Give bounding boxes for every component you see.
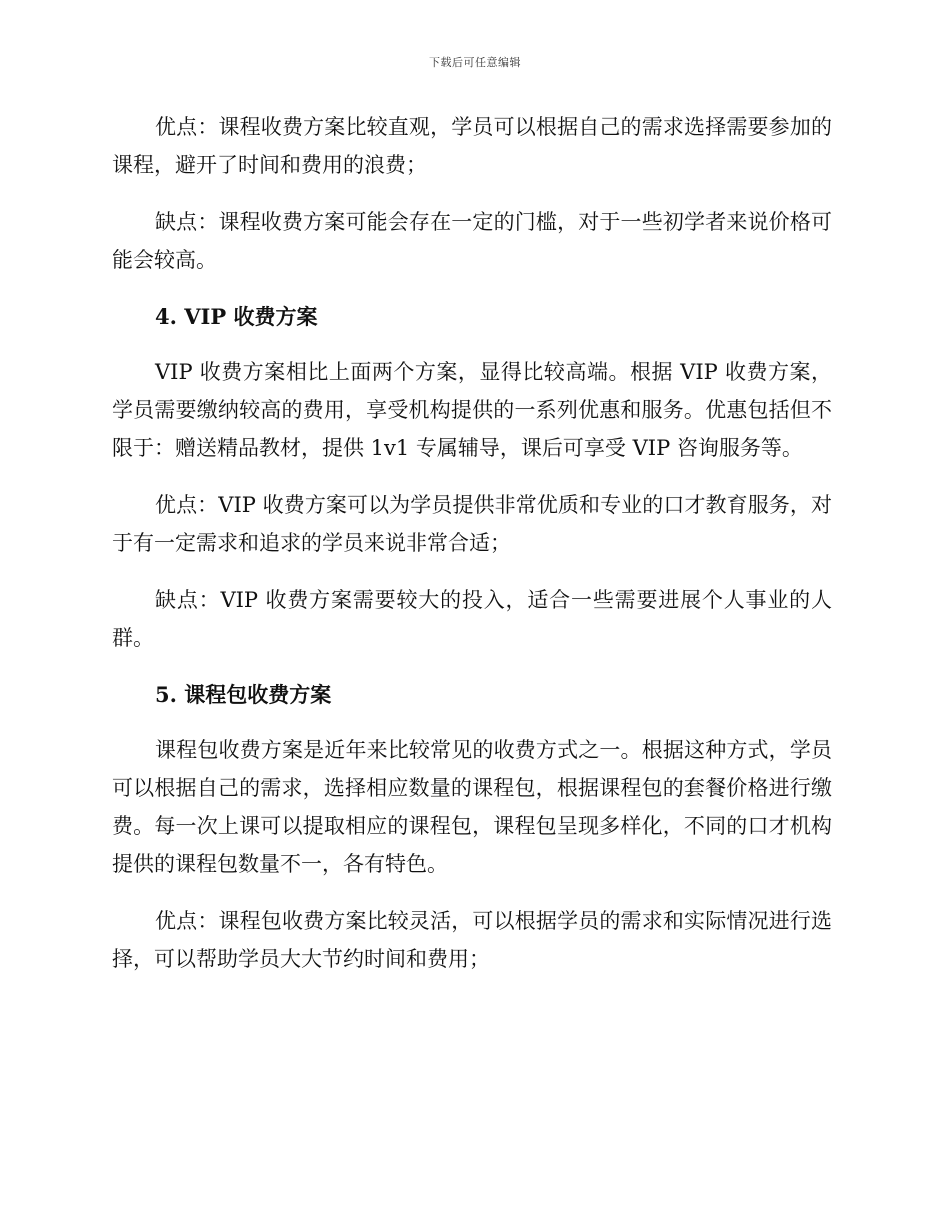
- paragraph-vip-description: VIP 收费方案相比上面两个方案，显得比较高端。根据 VIP 收费方案，学员需要缴纳较高的费用，享受机构提供的一系列优惠和服务。优惠包括但不限于：赠送精品教材，提供 1v1 专属辅导，课后可享受 VIP 咨询服务等。: [112, 360, 832, 460]
- paragraph-package-description: 课程包收费方案是近年来比较常见的收费方式之一。根据这种方式，学员可以根据自己的需求，选择相应数量的课程包，根据课程包的套餐价格进行缴费。每一次上课可以提取相应的课程包，课程包呈现多样化，不同的口才机构提供的课程包数量不一，各有特色。: [112, 738, 832, 876]
- heading-vip-plan: 4. VIP 收费方案: [155, 304, 318, 329]
- page-header: 下载后可任意编辑: [429, 56, 521, 69]
- document-body: [112, 108, 832, 997]
- paragraph-course-cons: 缺点：课程收费方案可能会存在一定的门槛，对于一些初学者来说价格可能会较高。: [112, 210, 832, 272]
- paragraph-course-pros: 优点：课程收费方案比较直观，学员可以根据自己的需求选择需要参加的课程，避开了时间和费用的浪费；: [112, 115, 832, 177]
- paragraph-vip-cons: 缺点：VIP 收费方案需要较大的投入，适合一些需要进展个人事业的人群。: [112, 588, 832, 650]
- paragraph-package-pros: 优点：课程包收费方案比较灵活，可以根据学员的需求和实际情况进行选择，可以帮助学员大大节约时间和费用；: [112, 909, 832, 971]
- paragraph-vip-pros: 优点：VIP 收费方案可以为学员提供非常优质和专业的口才教育服务，对于有一定需求和追求的学员来说非常合适；: [112, 493, 832, 555]
- heading-package-plan: 5. 课程包收费方案: [155, 682, 332, 707]
